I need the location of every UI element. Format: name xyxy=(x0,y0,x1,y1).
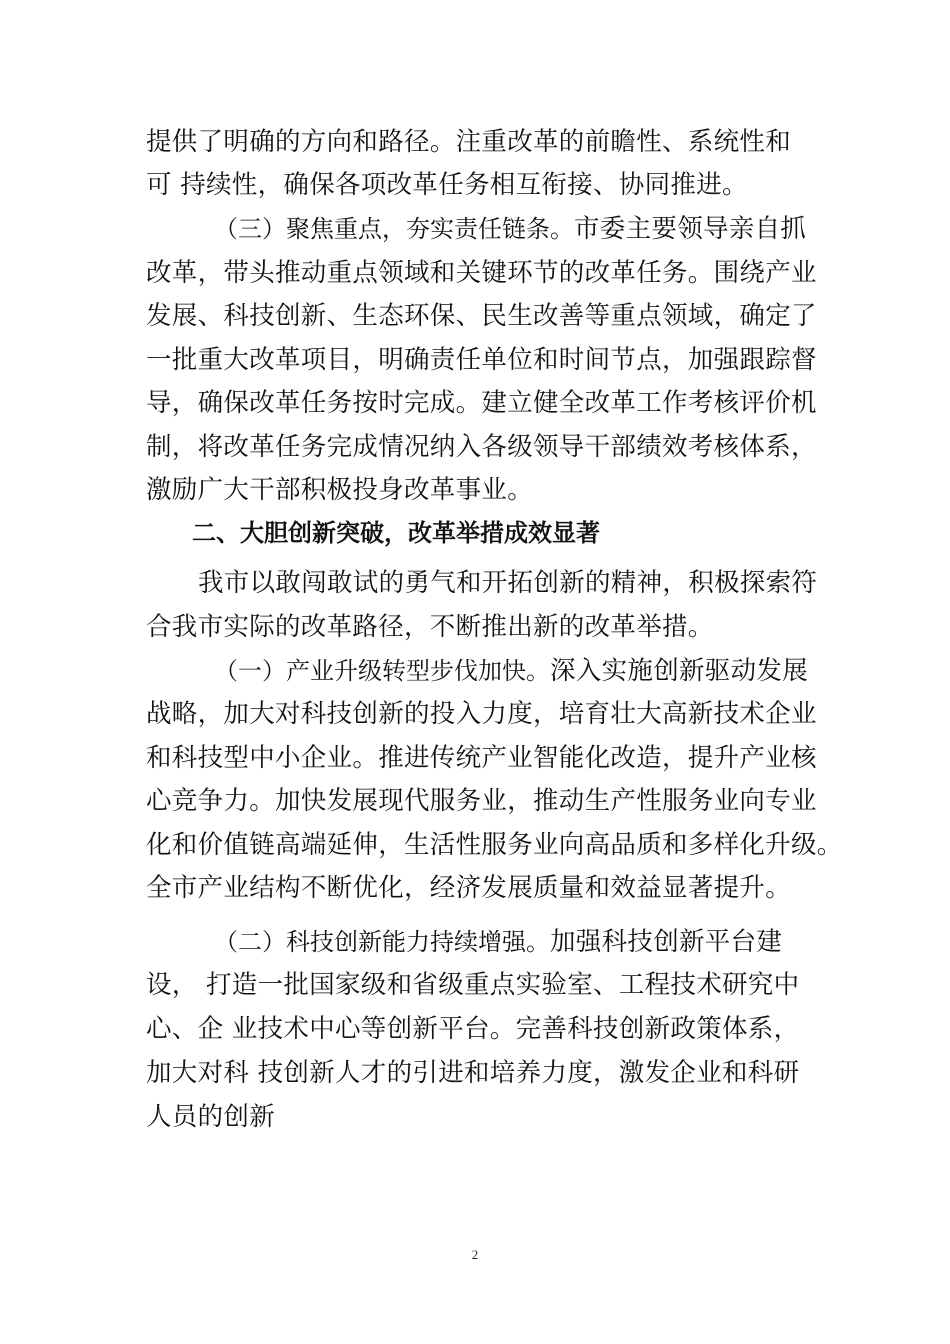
page-number: 2 xyxy=(471,1247,479,1262)
paragraph-line: 加大对科 技创新人才的引进和培养力度，激发企业和科研 xyxy=(146,1058,800,1088)
paragraph-line: 人员的创新 xyxy=(146,1102,276,1132)
subsection-first-line xyxy=(214,212,806,246)
paragraph-line: 发展、科技创新、生态环保、民生改善等重点领域，确定了 xyxy=(146,301,817,331)
paragraph-line: 和科技型中小企业。推进传统产业智能化改造，提升产业核 xyxy=(146,743,817,773)
section-heading: 二、大胆创新突破，改革举措成效显著 xyxy=(192,519,600,547)
paragraph-line: 导，确保改革任务按时完成。建立健全改革工作考核评价机 xyxy=(146,388,817,418)
subsection-first-line xyxy=(214,654,808,688)
paragraph-line: 我市以敢闯敢试的勇气和开拓创新的精神，积极探索符 xyxy=(198,568,818,598)
subsection-text: 深入实施创新驱动发展 xyxy=(550,656,809,686)
paragraph-line: 合我市实际的改革路径，不断推出新的改革举措。 xyxy=(146,612,714,642)
subsection-text: 市委主要领导亲自抓 xyxy=(574,214,807,244)
paragraph-line: 一批重大改革项目，明确责任单位和时间节点，加强跟踪督 xyxy=(146,345,817,375)
paragraph-line: 化和价值链高端延伸，生活性服务业向高品质和多样化升级。 xyxy=(146,830,843,860)
paragraph-line: 设， 打造一批国家级和省级重点实验室、工程技术研究中 xyxy=(146,970,800,1000)
paragraph-line: 激励广大干部积极投身改革事业。 xyxy=(146,475,534,505)
paragraph-line: 提供了明确的方向和路径。注重改革的前瞻性、系统性和 xyxy=(146,127,792,157)
subsection-title: （二）科技创新能力持续增强。 xyxy=(214,928,550,956)
paragraph-line: 可 持续性，确保各项改革任务相互衔接、协同推进。 xyxy=(146,170,748,200)
paragraph-line: 战略，加大对科技创新的投入力度，培育壮大高新技术企业 xyxy=(146,699,817,729)
subsection-title: （一）产业升级转型步伐加快。 xyxy=(214,657,550,685)
paragraph-line: 改革，带头推动重点领域和关键环节的改革任务。围绕产业 xyxy=(146,258,817,288)
paragraph-line: 制，将改革任务完成情况纳入各级领导干部绩效考核体系， xyxy=(146,432,817,462)
paragraph-line: 全市产业结构不断优化，经济发展质量和效益显著提升。 xyxy=(146,873,792,903)
subsection-first-line xyxy=(214,925,782,959)
subsection-text: 加强科技创新平台建 xyxy=(550,927,783,957)
paragraph-line: 心竞争力。加快发展现代服务业，推动生产性服务业向专业 xyxy=(146,786,817,816)
paragraph-line: 心、企 业技术中心等创新平台。完善科技创新政策体系， xyxy=(146,1014,800,1044)
subsection-title: （三）聚焦重点，夯实责任链条。 xyxy=(214,215,574,243)
